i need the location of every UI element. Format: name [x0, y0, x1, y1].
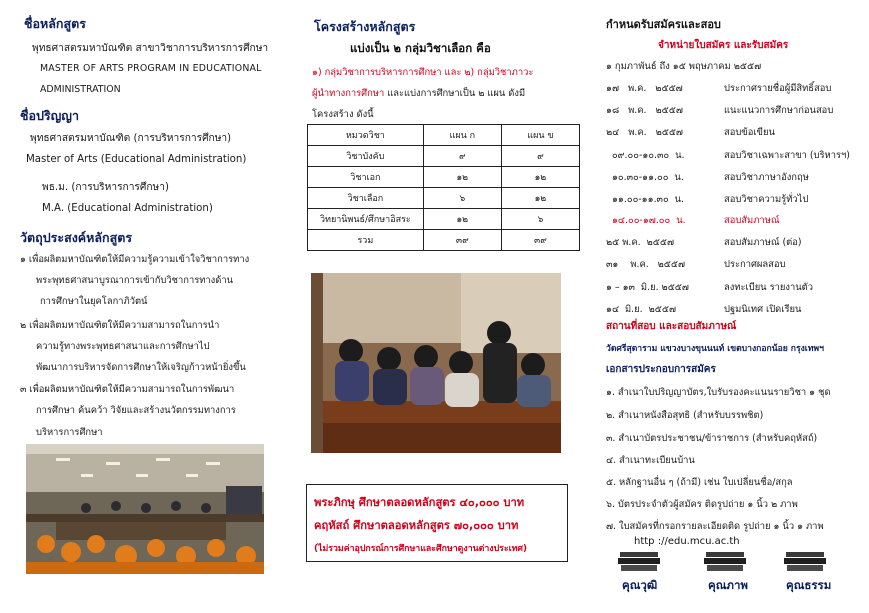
table-cell: ๑๒	[423, 209, 501, 230]
tuition-monk: พระภิกษุ ศึกษาตลอดหลักสูตร ๔๐,๐๐๐ บาท	[314, 496, 525, 509]
schedule-event: สอบสัมภาษณ์	[724, 215, 780, 226]
objectives-heading: วัตถุประสงค์หลักสูตร	[20, 230, 133, 245]
schedule-row	[606, 148, 850, 163]
tuition-layperson: คฤหัสถ์ ศึกษาตลอดหลักสูตร ๗๐,๐๐๐ บาท	[314, 519, 519, 532]
table-row	[308, 209, 580, 230]
schedule-row	[606, 103, 834, 118]
program-name-english-line1: MASTER OF ARTS PROGRAM IN EDUCATIONAL	[40, 63, 262, 74]
schedule-event: แนะแนวการศึกษาก่อนสอบ	[724, 105, 834, 116]
degree-name-heading: ชื่อปริญญา	[20, 108, 79, 123]
document-item: ๕. หลักฐานอื่น ๆ (ถ้ามี) เช่น ใบเปลี่ยนชื่อ/สกุล	[606, 477, 793, 488]
table-cell: ๑๒	[501, 188, 579, 209]
schedule-event: ปฐมนิเทศ เปิดเรียน	[724, 304, 802, 315]
table-row	[308, 188, 580, 209]
table-cell: รวม	[308, 230, 424, 251]
objective-3-line1: ๓ เพื่อผลิตมหาบัณฑิตให้มีความสามารถในการพัฒนา	[20, 384, 235, 395]
table-cell: ๙	[501, 146, 579, 167]
document-item: ๒. สำเนาหนังสือสุทธิ (สำหรับบรรพชิต)	[606, 410, 764, 421]
table-row	[308, 146, 580, 167]
schedule-row	[606, 170, 809, 185]
objective-3-line2: การศึกษา ค้นคว้า วิจัยและสร้างนวัตกรรมทางการ	[36, 405, 236, 416]
schedule-event: สอบวิชาภาษาอังกฤษ	[724, 172, 809, 183]
table-cell: ๑๒	[423, 167, 501, 188]
document-item: ๗. ใบสมัครที่กรอกรายละเอียดติด รูปถ่าย ๑ นิ้ว ๑ ภาพ	[606, 521, 824, 532]
structure-subheading: แบ่งเป็น ๒ กลุ่มวิชาเลือก คือ	[350, 41, 491, 55]
groups-line-2-rest: และแบ่งการศึกษาเป็น ๒ แผน ดังมี	[384, 88, 526, 99]
schedule-event: ประกาศรายชื่อผู้มีสิทธิ์สอบ	[724, 83, 832, 94]
schedule-row	[606, 302, 802, 317]
book-stack-icon	[616, 551, 662, 577]
schedule-row	[606, 125, 775, 140]
venue-address: วัดศรีสุดาราม แขวงบางขุนนนท์ เขตบางกอกน้อย กรุงเทพฯ	[606, 344, 824, 354]
schedule-heading: กำหนดรับสมัครและสอบ	[606, 18, 721, 31]
label-qualification: คุณวุฒิ	[622, 578, 658, 592]
table-header-row	[308, 125, 580, 146]
document-item: ๑. สำเนาใบปริญญาบัตร,ใบรับรองคะแนนรายวิชา ๑ ชุด	[606, 387, 831, 398]
schedule-date: ๑๔ มิ.ย. ๒๕๕๗	[606, 304, 677, 315]
schedule-row	[606, 213, 780, 228]
book-stack-icon	[702, 551, 748, 577]
table-cell: ๓๙	[501, 230, 579, 251]
table-cell: ๓๙	[423, 230, 501, 251]
table-row	[308, 167, 580, 188]
documents-heading: เอกสารประกอบการสมัคร	[606, 364, 716, 375]
schedule-row	[606, 59, 761, 74]
objective-2-line1: ๒ เพื่อผลิตมหาบัณฑิตให้มีความสามารถในการนำ	[20, 320, 220, 331]
column-curriculum-structure	[298, 0, 580, 613]
program-name-heading: ชื่อหลักสูตร	[24, 16, 86, 31]
schedule-event: สอบวิชาเฉพาะสาขา (บริหารฯ)	[724, 150, 850, 161]
degree-thai-abbr: พธ.ม. (การบริหารการศึกษา)	[42, 182, 169, 193]
groups-line-1: ๑) กลุ่มวิชาการบริหารการศึกษา และ ๒) กลุ่มวิชาภาวะ	[312, 67, 534, 78]
website-url[interactable]: http ://edu.mcu.ac.th	[634, 536, 740, 547]
schedule-date: ๒๔ พ.ค. ๒๕๕๗	[606, 127, 683, 138]
label-virtue: คุณธรรม	[786, 578, 832, 592]
column-program-info	[0, 0, 290, 613]
objective-2-line2: ความรู้ทางพระพุทธศาสนาและการศึกษาไป	[36, 341, 210, 352]
table-cell: ๖	[501, 209, 579, 230]
table-cell: วิชาบังคับ	[308, 146, 424, 167]
schedule-date: ๑ กุมภาพันธ์ ถึง ๑๕ พฤษภาคม ๒๕๕๗	[606, 61, 762, 72]
conference-room-photo	[26, 444, 264, 574]
table-header-cell: แผน ข	[501, 125, 579, 146]
groups-line-2	[312, 86, 525, 101]
schedule-date: ๑๘ พ.ค. ๒๕๕๗	[606, 105, 683, 116]
schedule-row	[606, 81, 832, 96]
schedule-date: ๑๗ พ.ค. ๒๕๕๗	[606, 83, 683, 94]
table-header-cell: หมวดวิชา	[308, 125, 424, 146]
table-cell: วิชาเลือก	[308, 188, 424, 209]
objective-1-line1: ๑ เพื่อผลิตมหาบัณฑิตให้มีความรู้ความเข้าใจวิชาการทาง	[20, 254, 250, 265]
document-item: ๓. สำเนาบัตรประชาชน/ข้าราชการ (สำหรับคฤหัสถ์)	[606, 433, 818, 444]
table-cell: วิทยานิพนธ์/ศึกษาอิสระ	[308, 209, 424, 230]
table-cell: ๑๒	[501, 167, 579, 188]
objective-1-line2: พระพุทธศาสนาบูรณาการเข้ากับวิชาการทางด้าน	[36, 275, 234, 286]
objective-1-line3: การศึกษาในยุคโลกาภิวัตน์	[40, 296, 148, 307]
table-row	[308, 230, 580, 251]
schedule-date: ๑๑.๐๐-๑๑.๓๐ น.	[606, 194, 685, 205]
schedule-event: ลงทะเบียน รายงานตัว	[724, 282, 813, 293]
schedule-row	[606, 192, 809, 207]
document-item: ๔. สำเนาทะเบียนบ้าน	[606, 455, 695, 466]
table-cell: ๖	[423, 188, 501, 209]
schedule-row	[606, 257, 786, 272]
table-header-cell: แผน ก	[423, 125, 501, 146]
schedule-date: ๑๔.๐๐-๑๗.๐๐ น.	[606, 215, 686, 226]
objective-3-line3: บริหารการศึกษา	[36, 427, 103, 438]
schedule-event: สอบข้อเขียน	[724, 127, 775, 138]
degree-thai-full: พุทธศาสตรมหาบัณฑิต (การบริหารการศึกษา)	[30, 133, 232, 144]
schedule-date: ๓๑ พ.ค. ๒๕๕๗	[606, 259, 686, 270]
schedule-event: สอบวิชาความรู้ทั่วไป	[724, 194, 809, 205]
program-name-thai: พุทธศาสตรมหาบัณฑิต สาขาวิชาการบริหารการศึกษา	[32, 43, 269, 54]
schedule-date: ๒๕ พ.ค. ๒๕๕๗	[606, 237, 675, 248]
venue-heading: สถานที่สอบ และสอบสัมภาษณ์	[606, 321, 737, 332]
schedule-subheading: จำหน่ายใบสมัคร และรับสมัคร	[658, 40, 789, 51]
program-name-english-line2: ADMINISTRATION	[40, 84, 121, 95]
students-photo	[311, 273, 561, 453]
groups-line-2-red: ผู้นำทางการศึกษา	[312, 88, 385, 99]
tuition-box	[306, 484, 568, 562]
table-cell: ๙	[423, 146, 501, 167]
objective-2-line3: พัฒนาการบริหารจัดการศึกษาให้เจริญก้าวหน้ายิ่งขึ้น	[36, 362, 246, 373]
groups-line-3: โครงสร้าง ดังนี้	[312, 109, 374, 120]
tuition-note: (ไม่รวมค่าอุปกรณ์การศึกษาและศึกษาดูงานต่างประเทศ)	[314, 544, 528, 554]
schedule-date: ๑๐.๓๐-๑๑.๐๐ น.	[606, 172, 684, 183]
degree-english-full: Master of Arts (Educational Administration)	[26, 154, 247, 165]
schedule-date: ๑ – ๑๓ มิ.ย. ๒๕๕๗	[606, 282, 689, 293]
schedule-event: สอบสัมภาษณ์ (ต่อ)	[724, 237, 802, 248]
schedule-row	[606, 280, 813, 295]
degree-english-abbr: M.A. (Educational Administration)	[42, 203, 213, 214]
table-cell: วิชาเอก	[308, 167, 424, 188]
credits-table	[307, 124, 580, 251]
document-item: ๖. บัตรประจำตัวผู้สมัคร ติดรูปถ่าย ๑ นิ้ว ๒ ภาพ	[606, 499, 798, 510]
schedule-date: ๐๙.๐๐-๑๐.๓๐ น.	[606, 150, 685, 161]
schedule-row	[606, 235, 802, 250]
column-admission	[592, 0, 869, 613]
label-quality: คุณภาพ	[708, 578, 748, 592]
structure-heading: โครงสร้างหลักสูตร	[314, 19, 416, 34]
schedule-event: ประกาศผลสอบ	[724, 259, 786, 270]
book-stack-icon	[782, 551, 828, 577]
